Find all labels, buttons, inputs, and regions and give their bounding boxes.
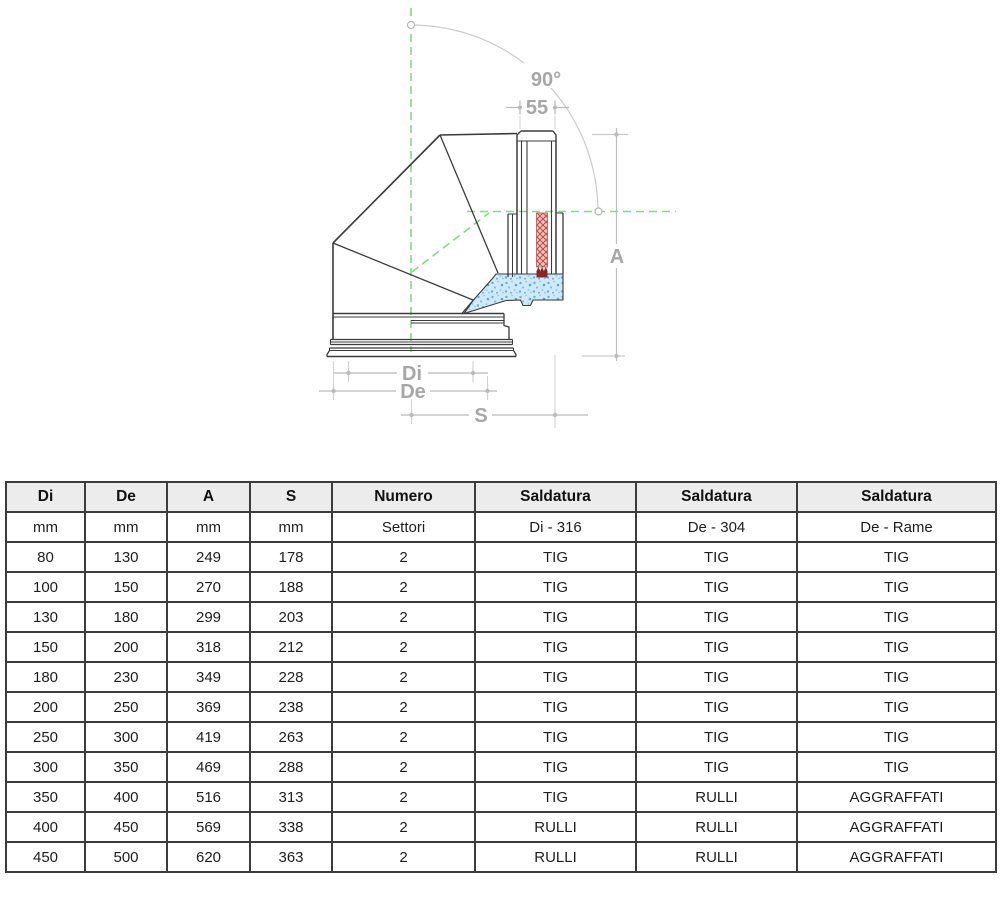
miter-bisector-line xyxy=(412,213,489,272)
table-cell: 400 xyxy=(85,782,167,812)
table-cell: TIG xyxy=(636,722,797,752)
table-cell: 2 xyxy=(332,632,475,662)
spec-table-head xyxy=(6,482,996,542)
table-cell: 338 xyxy=(250,812,332,842)
unit-cell: mm xyxy=(167,512,250,542)
table-cell: 238 xyxy=(250,692,332,722)
table-cell: 369 xyxy=(167,692,250,722)
table-cell: 569 xyxy=(167,812,250,842)
table-cell: 249 xyxy=(167,542,250,572)
table-cell: 419 xyxy=(167,722,250,752)
table-row xyxy=(6,542,996,572)
table-cell: 250 xyxy=(85,692,167,722)
table-cell: 469 xyxy=(167,752,250,782)
table-cell: 180 xyxy=(85,602,167,632)
table-cell: 350 xyxy=(6,782,85,812)
table-cell: AGGRAFFATI xyxy=(797,782,996,812)
table-cell: 180 xyxy=(6,662,85,692)
arc-end-marker xyxy=(595,208,602,215)
table-cell: TIG xyxy=(797,692,996,722)
table-row xyxy=(6,812,996,842)
unit-cell: Di - 316 xyxy=(475,512,636,542)
table-cell: 270 xyxy=(167,572,250,602)
table-cell: TIG xyxy=(636,752,797,782)
table-row xyxy=(6,662,996,692)
table-cell: TIG xyxy=(636,692,797,722)
table-cell: 203 xyxy=(250,602,332,632)
table-cell: 300 xyxy=(6,752,85,782)
table-cell: TIG xyxy=(797,602,996,632)
table-row xyxy=(6,752,996,782)
table-cell: TIG xyxy=(797,662,996,692)
table-cell: TIG xyxy=(797,542,996,572)
table-cell: TIG xyxy=(475,542,636,572)
table-cell: TIG xyxy=(797,632,996,662)
table-cell: TIG xyxy=(475,692,636,722)
table-cell: 263 xyxy=(250,722,332,752)
column-header: Saldatura xyxy=(636,482,797,512)
socket-outline xyxy=(327,314,516,357)
inner-diameter-label: Di xyxy=(402,363,422,385)
unit-cell: De - Rame xyxy=(797,512,996,542)
s-dim-label: S xyxy=(474,405,488,427)
table-cell: TIG xyxy=(475,752,636,782)
insulation-blue-section xyxy=(464,274,563,314)
table-cell: 500 xyxy=(85,842,167,872)
table-cell: 200 xyxy=(85,632,167,662)
spec-table xyxy=(5,481,997,873)
height-dim-label: A xyxy=(609,246,625,268)
dimension-55 xyxy=(506,97,569,129)
table-cell: 178 xyxy=(250,542,332,572)
table-cell: 2 xyxy=(332,812,475,842)
column-header: A xyxy=(167,482,250,512)
angle-label: 90° xyxy=(530,69,562,91)
table-row xyxy=(6,572,996,602)
table-cell: TIG xyxy=(475,722,636,752)
table-cell: 450 xyxy=(85,812,167,842)
weld-bead xyxy=(537,267,548,278)
table-cell: 100 xyxy=(6,572,85,602)
table-cell: TIG xyxy=(636,542,797,572)
table-cell: AGGRAFFATI xyxy=(797,812,996,842)
table-cell: TIG xyxy=(475,602,636,632)
column-header: Saldatura xyxy=(797,482,996,512)
table-cell: TIG xyxy=(797,722,996,752)
table-cell: 130 xyxy=(6,602,85,632)
table-row xyxy=(6,842,996,872)
table-cell: 516 xyxy=(167,782,250,812)
table-cell: 349 xyxy=(167,662,250,692)
table-cell: TIG xyxy=(475,782,636,812)
table-row xyxy=(6,692,996,722)
table-cell: TIG xyxy=(636,662,797,692)
table-cell: 2 xyxy=(332,602,475,632)
table-cell: 130 xyxy=(85,542,167,572)
table-cell: 188 xyxy=(250,572,332,602)
table-cell: TIG xyxy=(475,632,636,662)
table-cell: 400 xyxy=(6,812,85,842)
unit-cell: De - 304 xyxy=(636,512,797,542)
table-row xyxy=(6,722,996,752)
table-cell: 2 xyxy=(332,662,475,692)
spec-table-body xyxy=(6,542,996,872)
column-header: Numero xyxy=(332,482,475,512)
unit-cell: mm xyxy=(250,512,332,542)
table-cell: 200 xyxy=(6,692,85,722)
table-row xyxy=(6,632,996,662)
table-cell: RULLI xyxy=(475,842,636,872)
column-header: S xyxy=(250,482,332,512)
table-cell: 318 xyxy=(167,632,250,662)
angle-arc xyxy=(408,22,603,216)
units-row xyxy=(6,512,996,542)
table-cell: 288 xyxy=(250,752,332,782)
unit-cell: mm xyxy=(85,512,167,542)
table-cell: 363 xyxy=(250,842,332,872)
table-cell: TIG xyxy=(797,752,996,782)
table-cell: 250 xyxy=(6,722,85,752)
table-cell: RULLI xyxy=(636,812,797,842)
unit-cell: Settori xyxy=(332,512,475,542)
table-cell: 212 xyxy=(250,632,332,662)
table-cell: 2 xyxy=(332,722,475,752)
table-cell: AGGRAFFATI xyxy=(797,842,996,872)
table-cell: 2 xyxy=(332,842,475,872)
insulation-red-section xyxy=(537,213,548,278)
table-cell: TIG xyxy=(636,632,797,662)
table-row xyxy=(6,602,996,632)
column-header: Saldatura xyxy=(475,482,636,512)
unit-cell: mm xyxy=(6,512,85,542)
table-cell: TIG xyxy=(475,662,636,692)
table-cell: 620 xyxy=(167,842,250,872)
outer-diameter-label: De xyxy=(400,381,426,403)
table-cell: RULLI xyxy=(475,812,636,842)
table-cell: RULLI xyxy=(636,842,797,872)
header-row xyxy=(6,482,996,512)
table-cell: 228 xyxy=(250,662,332,692)
table-cell: TIG xyxy=(636,572,797,602)
table-cell: 230 xyxy=(85,662,167,692)
table-cell: TIG xyxy=(636,602,797,632)
elbow-diagram xyxy=(0,0,1000,445)
table-cell: 350 xyxy=(85,752,167,782)
table-cell: 299 xyxy=(167,602,250,632)
table-cell: 450 xyxy=(6,842,85,872)
table-cell: 2 xyxy=(332,752,475,782)
table-cell: 150 xyxy=(6,632,85,662)
column-header: Di xyxy=(6,482,85,512)
dimension-A xyxy=(582,128,628,361)
table-cell: 313 xyxy=(250,782,332,812)
spigot-width-label: 55 xyxy=(525,97,549,119)
table-cell: 2 xyxy=(332,782,475,812)
table-cell: 2 xyxy=(332,572,475,602)
table-cell: 80 xyxy=(6,542,85,572)
table-cell: 150 xyxy=(85,572,167,602)
column-header: De xyxy=(85,482,167,512)
arc-start-marker xyxy=(408,22,415,29)
table-cell: TIG xyxy=(475,572,636,602)
pipe-outline xyxy=(508,131,563,277)
table-cell: RULLI xyxy=(636,782,797,812)
table-row xyxy=(6,782,996,812)
table-cell: 2 xyxy=(332,542,475,572)
table-cell: TIG xyxy=(797,572,996,602)
table-cell: 2 xyxy=(332,692,475,722)
table-cell: 300 xyxy=(85,722,167,752)
